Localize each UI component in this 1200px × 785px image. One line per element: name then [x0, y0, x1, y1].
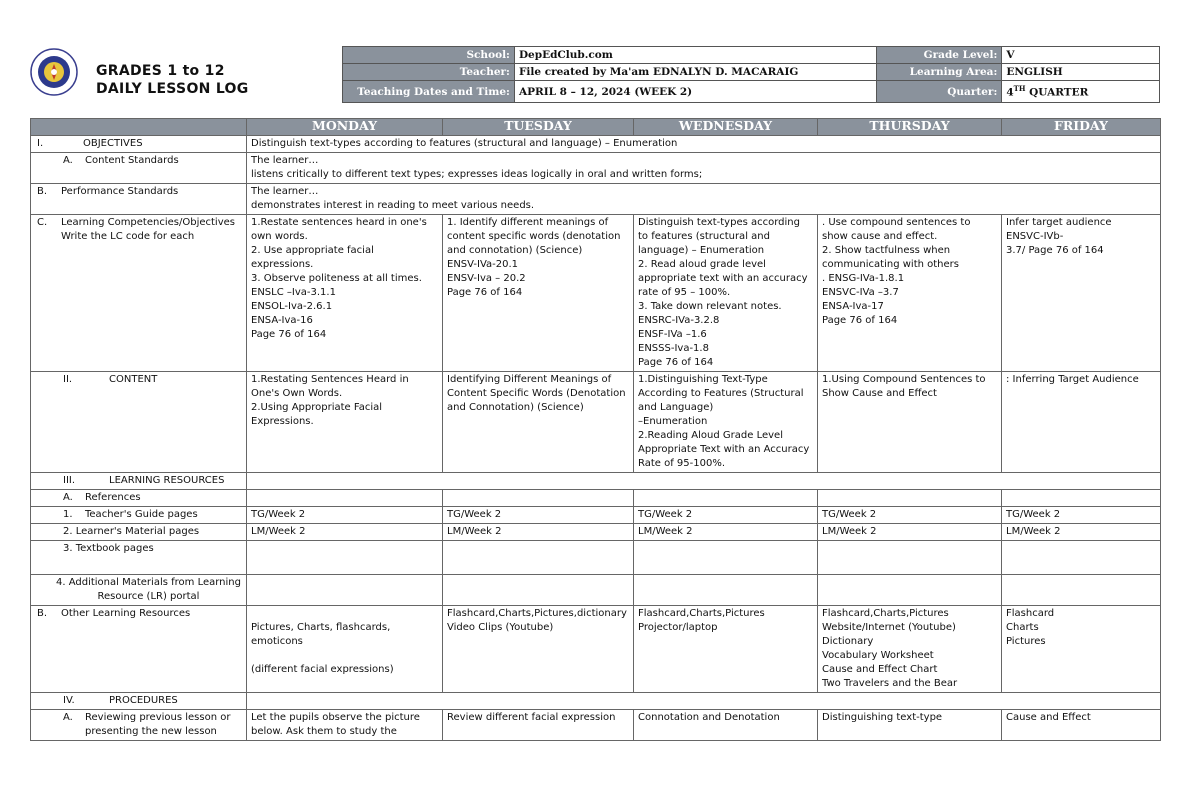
lm-friday: LM/Week 2 — [1002, 524, 1161, 541]
learning-resources-number: III. — [63, 475, 76, 486]
lm-wednesday: LM/Week 2 — [634, 524, 818, 541]
other-thursday: Flashcard,Charts,Pictures Website/Internet (Youtube) Dictionary Vocabulary Worksheet Cause and Effect Chart Two Travelers and the Bear — [818, 606, 1002, 693]
performance-standards-heading: Performance Standards — [61, 186, 179, 197]
teacher-label: Teacher: — [343, 64, 515, 81]
additional-thursday — [818, 575, 1002, 606]
document-title — [96, 62, 249, 98]
additional-tuesday — [443, 575, 634, 606]
learners-material-label — [31, 524, 247, 541]
performance-standards-text: The learner… demonstrates interest in reading to meet various needs. — [247, 184, 1161, 215]
teaching-dates-label: Teaching Dates and Time: — [343, 81, 515, 103]
competencies-number: C. — [37, 217, 48, 228]
content-standards-text: The learner… listens critically to different text types; expresses ideas logically in oral and written forms; — [247, 153, 1161, 184]
other-resources-label — [31, 606, 247, 693]
content-monday: 1.Restating Sentences Heard in One's Own Words. 2.Using Appropriate Facial Expressions. — [247, 372, 443, 473]
content-standards-row — [31, 153, 1161, 184]
deped-seal-icon — [30, 48, 78, 96]
textbook-monday — [247, 541, 443, 575]
content-row — [31, 372, 1161, 473]
procedures-number: IV. — [63, 695, 75, 706]
teacher-value: File created by Ma'am EDNALYN D. MACARAIG — [514, 64, 876, 81]
tg-tuesday: TG/Week 2 — [443, 507, 634, 524]
additional-materials-heading: 4. Additional Materials from Learning Resource (LR) portal — [56, 577, 241, 602]
quarter-number: 4 — [1006, 86, 1014, 99]
quarter-suffix: TH — [1013, 84, 1026, 94]
other-resources-row — [31, 606, 1161, 693]
learning-resources-label — [31, 473, 247, 490]
references-thursday — [818, 490, 1002, 507]
additional-wednesday — [634, 575, 818, 606]
learning-area-value: ENGLISH — [1002, 64, 1160, 81]
learners-material-heading: 2. Learner's Material pages — [63, 526, 200, 537]
references-heading: References — [85, 492, 141, 503]
lesson-log-table — [30, 118, 1161, 741]
learners-material-row — [31, 524, 1161, 541]
day-wednesday: WEDNESDAY — [634, 119, 818, 136]
additional-monday — [247, 575, 443, 606]
competencies-row — [31, 215, 1161, 372]
textbook-thursday — [818, 541, 1002, 575]
other-friday: Flashcard Charts Pictures — [1002, 606, 1161, 693]
reviewing-friday: Cause and Effect — [1002, 710, 1161, 741]
procedures-label — [31, 693, 247, 710]
content-heading: CONTENT — [109, 374, 158, 385]
reviewing-tuesday: Review different facial expression — [443, 710, 634, 741]
performance-standards-label — [31, 184, 247, 215]
title-line-2: DAILY LESSON LOG — [96, 81, 249, 97]
other-tuesday: Flashcard,Charts,Pictures,dictionary Video Clips (Youtube) — [443, 606, 634, 693]
teachers-guide-heading: Teacher's Guide pages — [85, 509, 198, 520]
references-number: A. — [63, 492, 73, 503]
references-wednesday — [634, 490, 818, 507]
textbook-wednesday — [634, 541, 818, 575]
procedures-row — [31, 693, 1161, 710]
quarter-text: QUARTER — [1025, 86, 1089, 99]
procedures-heading: PROCEDURES — [109, 695, 178, 706]
references-label — [31, 490, 247, 507]
objectives-text: Distinguish text-types according to features (structural and language) – Enumeration — [247, 136, 1161, 153]
content-number: II. — [63, 374, 73, 385]
tg-wednesday: TG/Week 2 — [634, 507, 818, 524]
grade-level-value: V — [1002, 47, 1160, 64]
content-standards-number: A. — [63, 155, 73, 166]
references-friday — [1002, 490, 1161, 507]
objectives-number: I. — [37, 138, 44, 149]
other-resources-heading: Other Learning Resources — [61, 608, 191, 619]
tg-monday: TG/Week 2 — [247, 507, 443, 524]
school-value: DepEdClub.com — [514, 47, 876, 64]
performance-standards-number: B. — [37, 186, 48, 197]
header-info-table — [342, 46, 1160, 103]
reviewing-number: A. — [63, 712, 73, 723]
competencies-thursday: . Use compound sentences to show cause and effect. 2. Show tactfulness when communicating with others . ENSG-IVa-1.8.1 ENSVC-IVa –3.7 ENSA-Iva-17 Page 76 of 164 — [818, 215, 1002, 372]
procedures-cell — [247, 693, 1161, 710]
other-monday: Pictures, Charts, flashcards, emoticons (different facial expressions) — [247, 606, 443, 693]
content-friday: : Inferring Target Audience — [1002, 372, 1161, 473]
lm-tuesday: LM/Week 2 — [443, 524, 634, 541]
references-tuesday — [443, 490, 634, 507]
corner-cell — [31, 119, 247, 136]
textbook-friday — [1002, 541, 1161, 575]
school-label: School: — [343, 47, 515, 64]
reviewing-wednesday: Connotation and Denotation — [634, 710, 818, 741]
lm-monday: LM/Week 2 — [247, 524, 443, 541]
content-tuesday: Identifying Different Meanings of Content Specific Words (Denotation and Connotation) (Science) — [443, 372, 634, 473]
day-thursday: THURSDAY — [818, 119, 1002, 136]
teachers-guide-row — [31, 507, 1161, 524]
references-monday — [247, 490, 443, 507]
content-label — [31, 372, 247, 473]
content-standards-label — [31, 153, 247, 184]
textbook-label — [31, 541, 247, 575]
competencies-label — [31, 215, 247, 372]
competencies-heading: Learning Competencies/Objectives Write the LC code for each — [61, 217, 235, 242]
day-monday: MONDAY — [247, 119, 443, 136]
quarter-label: Quarter: — [876, 81, 1002, 103]
textbook-heading: 3. Textbook pages — [63, 543, 154, 554]
quarter-value — [1002, 81, 1160, 103]
references-row — [31, 490, 1161, 507]
teachers-guide-number: 1. — [63, 509, 73, 520]
textbook-row — [31, 541, 1161, 575]
competencies-monday: 1.Restate sentences heard in one's own words. 2. Use appropriate facial expressions. 3. Observe politeness at all times. ENSLC –Iva-3.1.1 ENSOL-Iva-2.6.1 ENSA-Iva-16 Page 76 of 164 — [247, 215, 443, 372]
reviewing-heading: Reviewing previous lesson or presenting the new lesson — [85, 712, 231, 737]
learning-area-label: Learning Area: — [876, 64, 1002, 81]
tg-thursday: TG/Week 2 — [818, 507, 1002, 524]
competencies-wednesday: Distinguish text-types according to features (structural and language) – Enumeration 2. Read aloud grade level appropriate text with an accuracy rate of 95 – 100%. 3. Take down relevant notes. ENSRC-IVa-3.2.8 ENSF-IVa –1.6 ENSSS-Iva-1.8 Page 76 of 164 — [634, 215, 818, 372]
reviewing-row — [31, 710, 1161, 741]
objectives-row — [31, 136, 1161, 153]
title-line-1: GRADES 1 to 12 — [96, 63, 225, 79]
day-friday: FRIDAY — [1002, 119, 1161, 136]
objectives-heading: OBJECTIVES — [83, 138, 143, 149]
competencies-tuesday: 1. Identify different meanings of content specific words (denotation and connotation) (Science) ENSV-IVa-20.1 ENSV-Iva – 20.2 Page 76 of 164 — [443, 215, 634, 372]
additional-friday — [1002, 575, 1161, 606]
tg-friday: TG/Week 2 — [1002, 507, 1161, 524]
content-thursday: 1.Using Compound Sentences to Show Cause and Effect — [818, 372, 1002, 473]
day-tuesday: TUESDAY — [443, 119, 634, 136]
learning-resources-cell — [247, 473, 1161, 490]
textbook-tuesday — [443, 541, 634, 575]
additional-materials-label — [31, 575, 247, 606]
lm-thursday: LM/Week 2 — [818, 524, 1002, 541]
content-standards-heading: Content Standards — [85, 155, 179, 166]
other-wednesday: Flashcard,Charts,Pictures Projector/laptop — [634, 606, 818, 693]
competencies-friday: Infer target audience ENSVC-IVb- 3.7/ Page 76 of 164 — [1002, 215, 1161, 372]
other-resources-number: B. — [37, 608, 48, 619]
additional-materials-row — [31, 575, 1161, 606]
learning-resources-row — [31, 473, 1161, 490]
learning-resources-heading: LEARNING RESOURCES — [109, 475, 225, 486]
reviewing-label — [31, 710, 247, 741]
days-header-row — [31, 119, 1161, 136]
content-wednesday: 1.Distinguishing Text-Type According to Features (Structural and Language) –Enumeration 2.Reading Aloud Grade Level Appropriate Text with an Accuracy Rate of 95-100%. — [634, 372, 818, 473]
reviewing-monday: Let the pupils observe the picture below. Ask them to study the — [247, 710, 443, 741]
grade-level-label: Grade Level: — [876, 47, 1002, 64]
reviewing-thursday: Distinguishing text-type — [818, 710, 1002, 741]
teaching-dates-value: APRIL 8 – 12, 2024 (WEEK 2) — [514, 81, 876, 103]
performance-standards-row — [31, 184, 1161, 215]
teachers-guide-label — [31, 507, 247, 524]
objectives-label — [31, 136, 247, 153]
